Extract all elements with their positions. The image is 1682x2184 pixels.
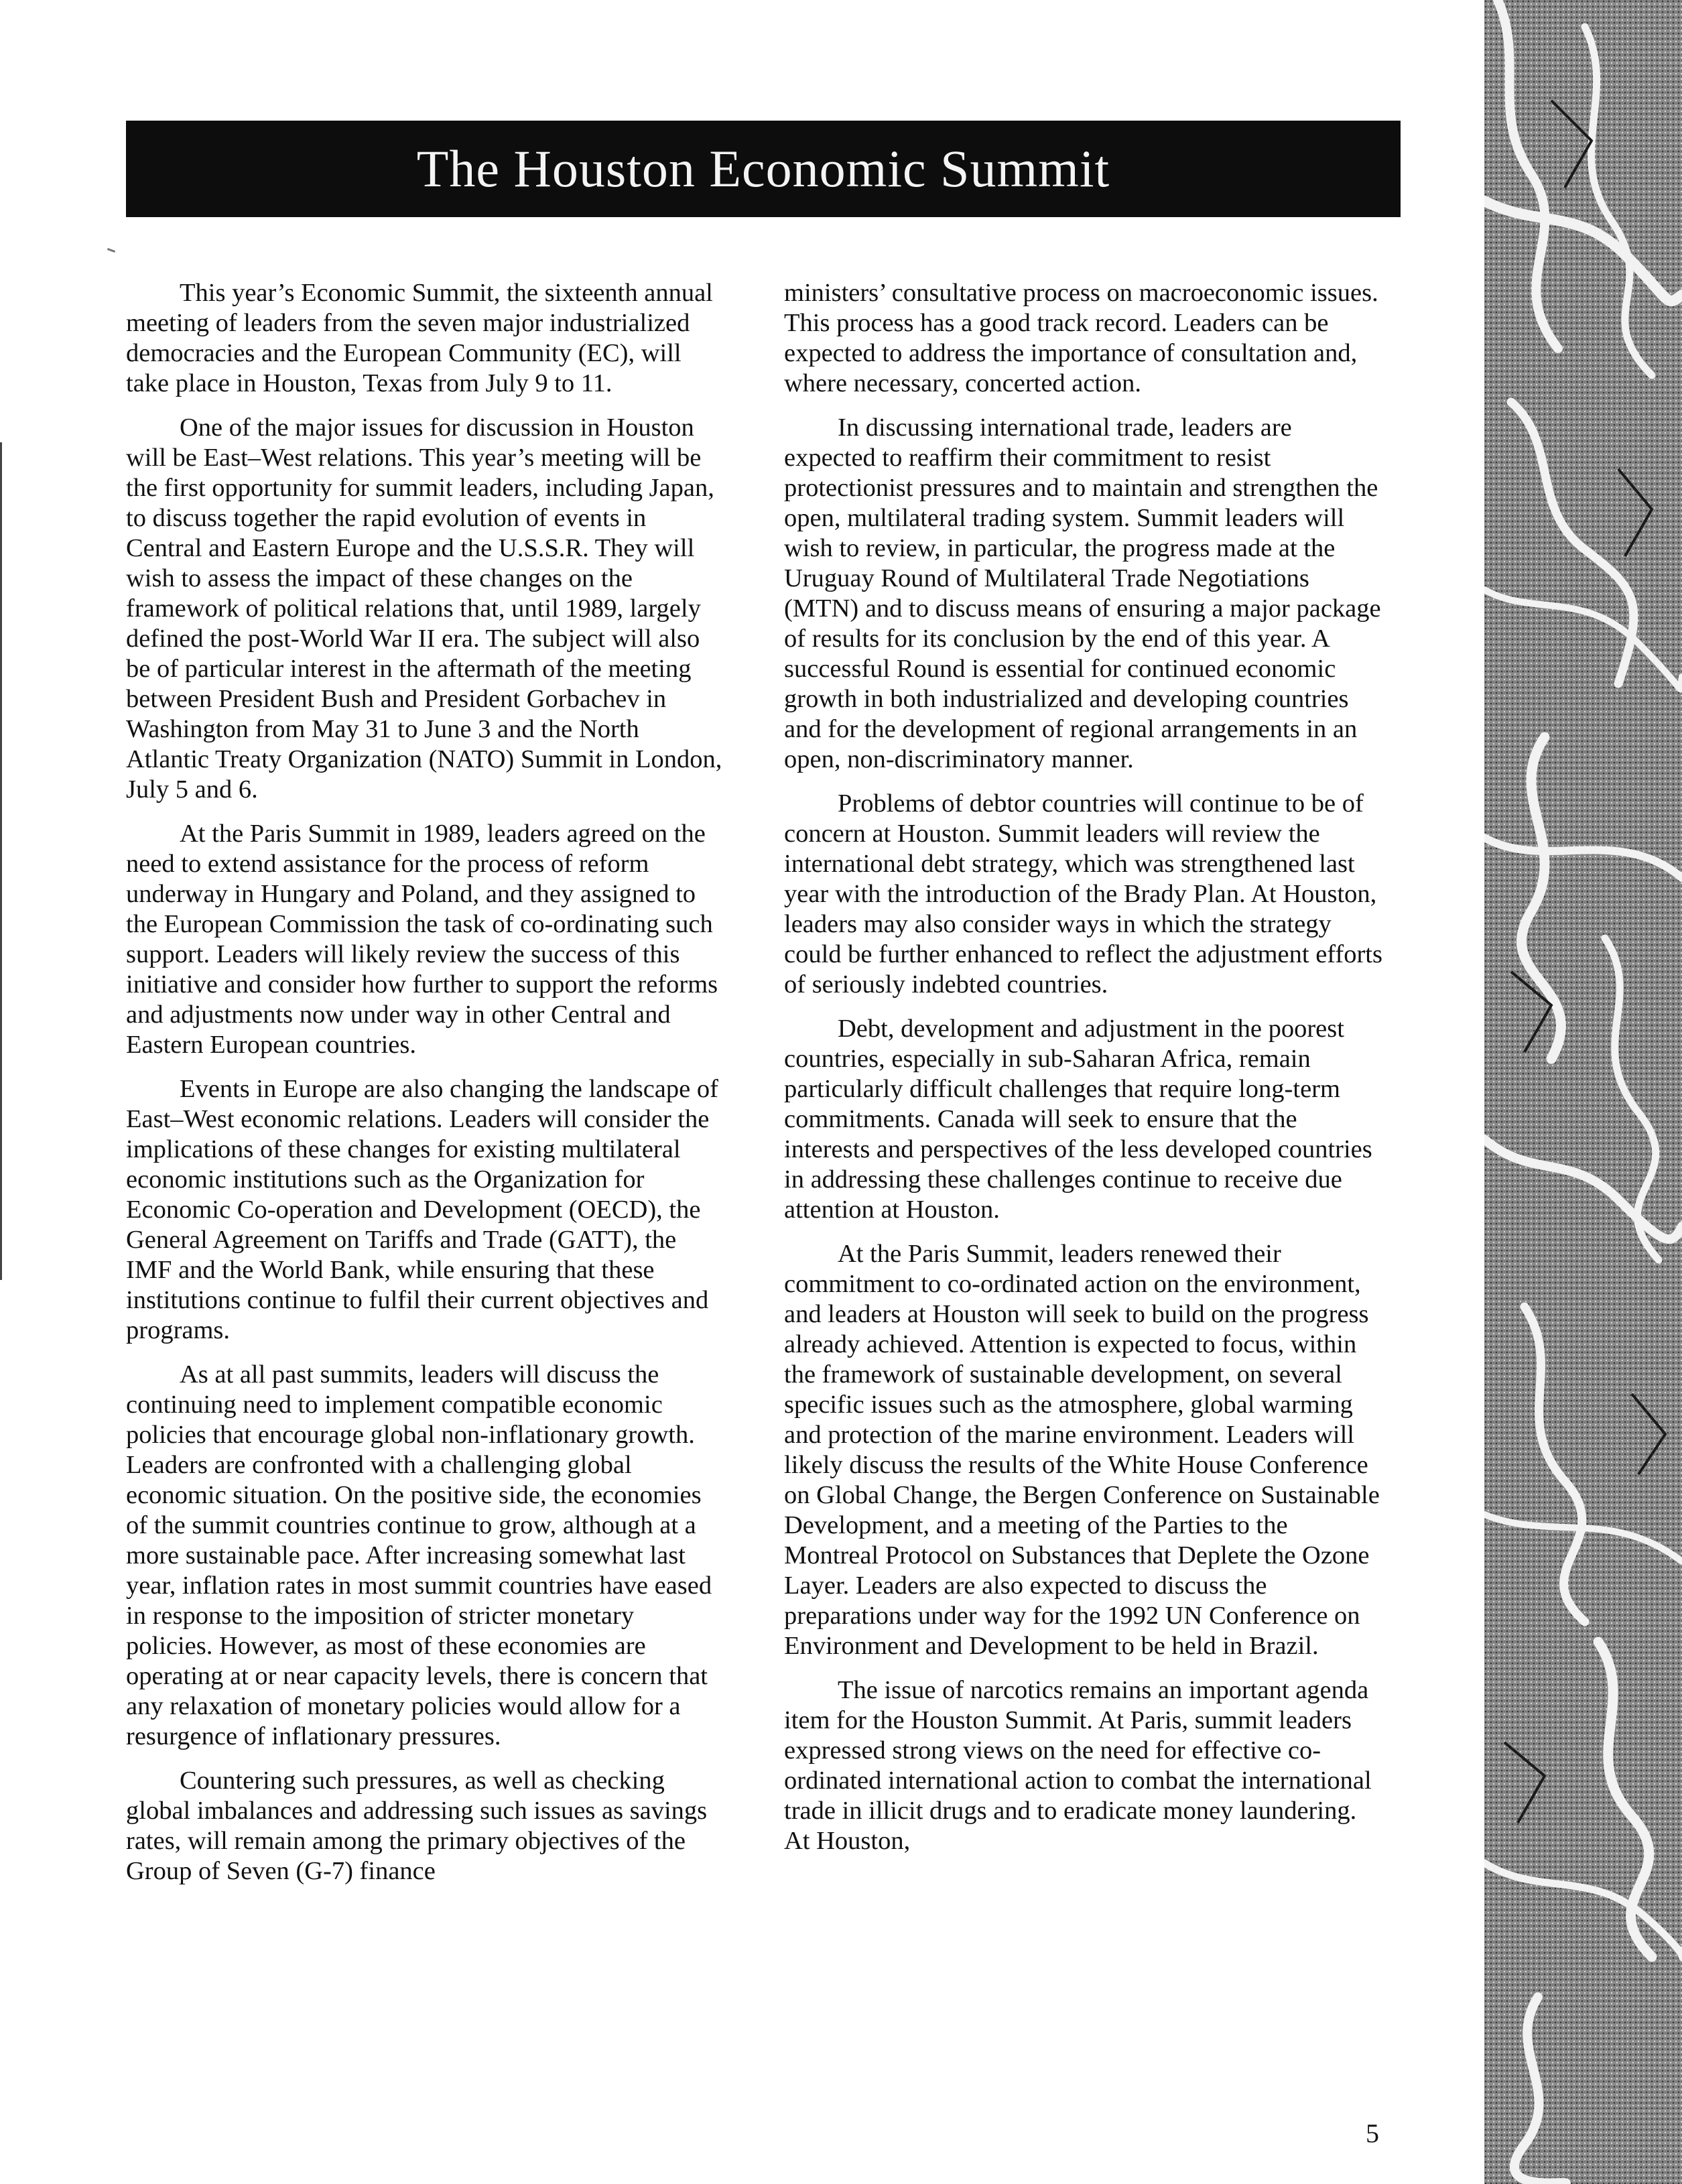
paragraph: As at all past summits, leaders will discuss the continuing need to implement compatible economic policies that encourage global non-inflationary growth. Leaders are confronted with a challenging global economic situation. On the positive side, the economies of the summit countries continue to grow, although at a more sustainable pace. After increasing somewhat last year, inflation rates in most summit countries have eased in response to the imposition of stricter monetary policies. However, as most of these economies are operating at or near capacity levels, there is concern that any relaxation of monetary policies would allow for a resurgence of inflationary pressures. xyxy=(126,1360,712,1750)
paragraph: At the Paris Summit, leaders renewed their commitment to co-ordinated action on the environment, and leaders at Houston will seek to build on the progress already achieved. Attention is expected to focus, within the framework of sustainable development, on several specific issues such as the atmosphere, global warming and protection of the marine environment. Leaders will likely discuss the results of the White House Conference on Global Change, the Bergen Conference on Sustainable Development, and a meeting of the Parties to the Montreal Protocol on Substances that Deplete the Ozone Layer. Leaders are also expected to discuss the preparations under way for the 1992 UN Conference on Environment and Development to be held in Brazil. xyxy=(784,1240,1380,1660)
paragraph: One of the major issues for discussion in Houston will be East–West relations. This year’s meeting will be the first opportunity for summit leaders, including Japan, to discuss together the rapid evolution of events in Central and Eastern Europe and the U.S.S.R. They will wish to assess the impact of these changes on the framework of political relations that, until 1989, largely defined the post-World War II era. The subject will also be of particular interest in the aftermath of the meeting between President Bush and President Gorbachev in Washington from May 31 to June 3 and the North Atlantic Treaty Organization (NATO) Summit in London, July 5 and 6. xyxy=(126,413,722,804)
left-text-column xyxy=(126,278,726,1901)
paragraph: Events in Europe are also changing the landscape of East–West economic relations. Leaders will consider the implications of these changes for existing multilateral economic institutions such as the Organization for Economic Co-operation and Development (OECD), the General Agreement on Tariffs and Trade (GATT), the IMF and the World Bank, while ensuring that these institutions continue to fulfil their current objectives and programs. xyxy=(126,1075,718,1344)
decorative-marble-strip xyxy=(1484,0,1682,2184)
scan-speck xyxy=(107,248,115,253)
paragraph: ministers’ consultative process on macroeconomic issues. This process has a good track record. Leaders can be expected to address the importance of consultation and, where necessary, concerted action. xyxy=(784,279,1378,397)
paragraph: At the Paris Summit in 1989, leaders agreed on the need to extend assistance for the process of reform underway in Hungary and Poland, and they assigned to the European Commission the task of co-ordinating such support. Leaders will likely review the success of this initiative and consider how further to support the reforms and adjustments now under way in other Central and Eastern European countries. xyxy=(126,820,718,1059)
right-text-column xyxy=(784,278,1384,1870)
paragraph: Problems of debtor countries will continue to be of concern at Houston. Summit leaders will review the international debt strategy, which was strengthened last year with the introduction of the Brady Plan. At Houston, leaders may also consider ways in which the strategy could be further enhanced to reflect the adjustment efforts of seriously indebted countries. xyxy=(784,789,1382,999)
title-banner xyxy=(126,121,1401,217)
paragraph: The issue of narcotics remains an important agenda item for the Houston Summit. At Paris, summit leaders expressed strong views on the need for effective co-ordinated international action to combat the international trade in illicit drugs and to eradicate money laundering. At Houston, xyxy=(784,1676,1372,1855)
paragraph: Debt, development and adjustment in the poorest countries, especially in sub-Saharan Africa, remain particularly difficult challenges that require long-term commitments. Canada will seek to ensure that the interests and perspectives of the less developed countries in addressing these challenges continue to receive due attention at Houston. xyxy=(784,1015,1372,1224)
paragraph: This year’s Economic Summit, the sixteenth annual meeting of leaders from the seven major industrialized democracies and the European Community (EC), will take place in Houston, Texas from July 9 to 11. xyxy=(126,279,713,397)
paragraph: Countering such pressures, as well as checking global imbalances and addressing such issues as savings rates, will remain among the primary objectives of the Group of Seven (G-7) finance xyxy=(126,1767,708,1885)
page-title: The Houston Economic Summit xyxy=(416,139,1110,198)
paragraph: In discussing international trade, leaders are expected to reaffirm their commitment to resist protectionist pressures and to maintain and strengthen the open, multilateral trading system. Summit leaders will wish to review, in particular, the progress made at the Uruguay Round of Multilateral Trade Negotiations (MTN) and to discuss means of ensuring a major package of results for its conclusion by the end of this year. A successful Round is essential for continued economic growth in both industrialized and developing countries and for the development of regional arrangements in an open, non-discriminatory manner. xyxy=(784,413,1381,773)
scan-edge-line xyxy=(0,442,2,1280)
page-number: 5 xyxy=(1366,2118,1379,2148)
